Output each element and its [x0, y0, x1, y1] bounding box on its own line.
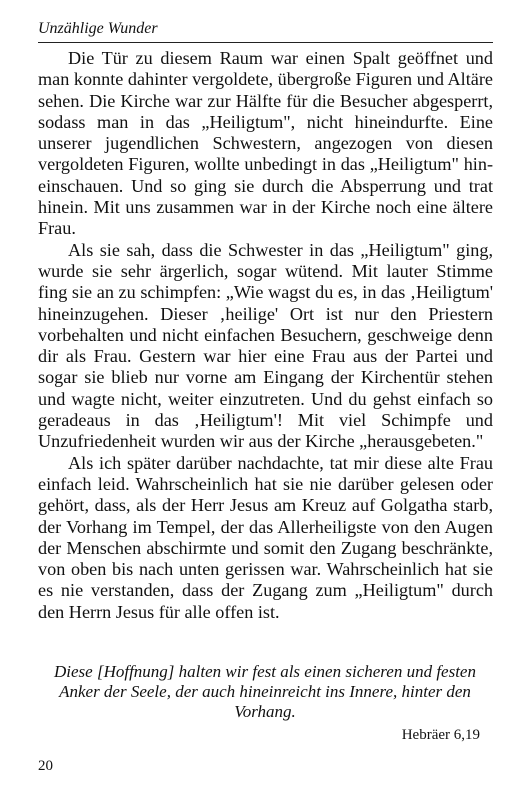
page-number: 20	[38, 758, 53, 774]
bible-quote: Diese [Hoffnung] halten wir fest als einen sicheren und festen Anker der Seele, der auch hineinreicht ins Innere, hinter den Vorhang.	[54, 662, 476, 721]
paragraph-1: Die Tür zu diesem Raum war einen Spalt geöffnet und man konnte dahinter vergoldete, übergroße Figuren und Altäre sehen. Die Kirche war zur Hälfte für die Besucher abgesperrt, sodass man in das „Heiligtum", nicht hineindurfte. Eine unserer jugendlichen Schwestern, angezogen von diesen vergoldeten Figuren, wollte unbedingt in das „Heiligtum" hineinschauen. Und so ging sie durch die Absperrung und trat hinein. Mit uns zusammen war in der Kirche noch eine ältere Frau.	[38, 48, 493, 239]
paragraph-2: Als sie sah, dass die Schwester in das „Heiligtum" ging, wurde sie sehr ärgerlich, sogar wütend. Mit lauter Stimme fing sie an zu schimpfen: „Wie wagst du es, in das ‚Heiligtum' hineinzugehen. Dieser ‚heilige' Ort ist nur den Priestern vorbehalten und nicht einfachen Besuchern, geschweige denn dir als Frau. Gestern war hier eine Frau aus der Partei und sogar sie blieb nur vorne am Eingang der Kirchentür stehen und wagte nicht, weiter einzutreten. Und du gehst einfach so geradeaus in das ‚Heiligtum'! Mit viel Schimpfe und Unzufriedenheit wurden wir aus der Kirche „herausgebeten."	[38, 239, 493, 452]
running-header: Unzählige Wunder	[38, 20, 493, 43]
quote-source: Hebräer 6,19	[401, 727, 480, 743]
body-text	[38, 48, 493, 623]
paragraph-3: Als ich später darüber nachdachte, tat mir diese alte Frau einfach leid. Wahrscheinlich hat sie nie darüber gelesen oder gehört, dass, als der Herr Jesus am Kreuz auf Golgatha starb, der Vorhang im Tempel, der das Allerheiligste von den Augen der Menschen abschirmte und somit den Zugang beschränkte, von oben bis nach unten gerissen war. Wahrscheinlich hat sie es nie verstanden, dass der Zugang zum „Heiligtum" durch den Herrn Jesus für alle offen ist.	[38, 452, 493, 622]
